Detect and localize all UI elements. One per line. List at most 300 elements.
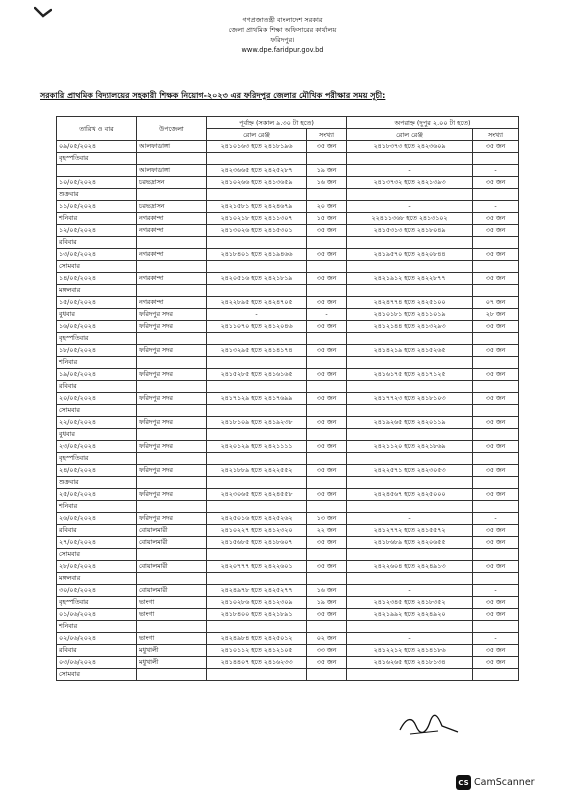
upazila-cell (137, 669, 207, 681)
upazila-cell: ভাংগা (137, 609, 207, 621)
date-cell: ১০/০৫/২০২৪ (57, 177, 137, 189)
afternoon-range-cell (347, 153, 473, 165)
table-row (57, 489, 519, 501)
afternoon-range-cell: ২৪২২৫৭১ হতে ২৪২৩০৫৩ (347, 465, 473, 477)
upazila-cell (137, 621, 207, 633)
morning-count-cell (307, 189, 347, 201)
afternoon-count-cell: ৩৫ জন (473, 561, 519, 573)
morning-range-cell (207, 381, 307, 393)
table-row (57, 513, 519, 525)
afternoon-range-cell (347, 405, 473, 417)
date-cell: বৃহস্পতিবার (57, 333, 137, 345)
table-row (57, 177, 519, 189)
afternoon-count-cell (473, 357, 519, 369)
date-cell: শুক্রবার (57, 477, 137, 489)
afternoon-range-cell: - (347, 201, 473, 213)
afternoon-range-cell (347, 237, 473, 249)
morning-range-cell: ২৪২০১২৯ হতে ২৪২১১১১ (207, 441, 307, 453)
afternoon-range-cell: ২৪২১৯৯২ হতে ২৪২৪৯২০ (347, 609, 473, 621)
schedule-title: সরকারি প্রাথমিক বিদ্যালয়ের সহকারী শিক্ষক নিয়োগ-২০২৩ এর ফরিদপুর জেলার মৌখিক পরীক্ষার সময় সূচী: (40, 91, 386, 100)
afternoon-count-cell: ৩৫ জন (473, 597, 519, 609)
morning-range-cell: ২৪১৮১০৯ হতে ২৪১৯২৩৮ (207, 417, 307, 429)
website-link[interactable]: www.dpe.faridpur.gov.bd (241, 46, 324, 54)
upazila-cell (137, 549, 207, 561)
afternoon-range-cell (347, 285, 473, 297)
morning-range-cell: ২৪২৩০৬৫ হতে ২৪২৪৫৫৮ (207, 489, 307, 501)
upazila-cell: নগরকান্দা (137, 225, 207, 237)
table-row (57, 657, 519, 669)
column-header-afternoon: অপরাহ্ন (দুপুর ২.০০ টা হতে) (347, 117, 519, 129)
afternoon-count-cell (473, 333, 519, 345)
afternoon-count-cell: ৩৫ জন (473, 321, 519, 333)
morning-range-cell: ২৪১১০৭০ হতে ২৪১২০৪৬ (207, 321, 307, 333)
afternoon-count-cell (473, 261, 519, 273)
date-cell: সোমবার (57, 549, 137, 561)
date-cell: ৩০/০৫/২০২৪ (57, 585, 137, 597)
morning-count-cell (307, 237, 347, 249)
upazila-cell (137, 237, 207, 249)
table-row (57, 501, 519, 513)
afternoon-range-cell (347, 549, 473, 561)
morning-count-cell (307, 285, 347, 297)
morning-count-cell: ৩৫ জন (307, 561, 347, 573)
afternoon-count-cell: - (473, 585, 519, 597)
upazila-cell: বোয়ালমারী (137, 561, 207, 573)
morning-count-cell (307, 261, 347, 273)
upazila-cell: ভাংগা (137, 597, 207, 609)
table-row (57, 585, 519, 597)
upazila-cell: নগরকান্দা (137, 297, 207, 309)
morning-count-cell: ২০ জন (307, 201, 347, 213)
morning-count-cell: ৩৫ জন (307, 441, 347, 453)
afternoon-count-cell: ৩৫ জন (473, 441, 519, 453)
table-row (57, 549, 519, 561)
morning-range-cell: ২৪২০৭৭৭ হতে ২৪২২৬০১ (207, 561, 307, 573)
table-row (57, 201, 519, 213)
morning-count-cell: ১৫ জন (307, 213, 347, 225)
afternoon-range-cell: - (347, 585, 473, 597)
table-row (57, 477, 519, 489)
morning-count-cell (307, 477, 347, 489)
afternoon-range-cell: ২৪১০১৮১ হতে ২৪১১০১৯ (347, 309, 473, 321)
afternoon-count-cell: ৩৫ জন (473, 141, 519, 153)
table-row (57, 141, 519, 153)
upazila-cell (137, 357, 207, 369)
date-cell: ২০/০৫/২০২৪ (57, 393, 137, 405)
morning-range-cell (207, 573, 307, 585)
afternoon-count-cell (473, 549, 519, 561)
morning-count-cell: ৩৫ জন (307, 321, 347, 333)
date-cell: বুধবার (57, 309, 137, 321)
morning-range-cell: ২৪১০২৮৬ হতে ২৪১২৩০৯ (207, 597, 307, 609)
morning-range-cell: ২৪২৪৯৭৮ হতে ২৪২৫২৭৭ (207, 585, 307, 597)
table-row (57, 393, 519, 405)
morning-range-cell: ২৪১০২৬৬ হতে ২৪১৩৬৫৯ (207, 177, 307, 189)
afternoon-count-cell (473, 501, 519, 513)
morning-range-cell (207, 405, 307, 417)
morning-count-cell: ৩৫ জন (307, 417, 347, 429)
afternoon-range-cell (347, 189, 473, 201)
afternoon-range-cell: ২৪১২২১২ হতে ২৪১৪১৮৬ (347, 645, 473, 657)
date-cell: বুধবার (57, 429, 137, 441)
upazila-cell (137, 381, 207, 393)
morning-range-cell (207, 357, 307, 369)
date-cell: শনিবার (57, 501, 137, 513)
morning-range-cell (207, 501, 307, 513)
date-cell: ২২/০৫/২০২৪ (57, 417, 137, 429)
table-row (57, 225, 519, 237)
afternoon-range-cell: - (347, 513, 473, 525)
morning-range-cell (207, 549, 307, 561)
morning-range-cell: ২৪১০২১৮ হতে ২৪১১৩০৭ (207, 213, 307, 225)
morning-count-cell (307, 573, 347, 585)
morning-count-cell: ৩৫ জন (307, 273, 347, 285)
morning-count-cell: ১৯ জন (307, 165, 347, 177)
morning-range-cell: ২৪১৩০২৬ হতে ২৪১৫৩০১ (207, 225, 307, 237)
afternoon-count-cell: ৩৫ জন (473, 369, 519, 381)
upazila-cell: ফরিদপুর সদর (137, 309, 207, 321)
morning-count-cell: ৩৩ জন (307, 645, 347, 657)
afternoon-count-cell: ৩৫ জন (473, 177, 519, 189)
date-cell: ০৩/০৬/২০২৪ (57, 657, 137, 669)
morning-range-cell: ২৪১৭১২৯ হতে ২৪১৭৬৯৯ (207, 393, 307, 405)
column-header-morning: পূর্বাহ্ন (সকাল ৯.৩০ টা হতে) (207, 117, 347, 129)
date-cell: ২৫/০৫/২০২৪ (57, 489, 137, 501)
afternoon-count-cell: ৩৫ জন (473, 525, 519, 537)
afternoon-count-cell (473, 189, 519, 201)
date-cell: মঙ্গলবার (57, 285, 137, 297)
table-row (57, 669, 519, 681)
upazila-cell: ফরিদপুর সদর (137, 465, 207, 477)
afternoon-range-cell: ২৪২১৯১২ হতে ২৪২২৮৭৭ (347, 273, 473, 285)
morning-range-cell (207, 621, 307, 633)
afternoon-count-cell (473, 477, 519, 489)
afternoon-range-cell: ২৪২৪৭৭৪ হতে ২৪২৫১০০ (347, 297, 473, 309)
afternoon-range-cell: ২৪১৪২১৯ হতে ২৪১৫২৬৫ (347, 345, 473, 357)
morning-count-cell: ৩৫ জন (307, 297, 347, 309)
table-row (57, 345, 519, 357)
afternoon-range-cell (347, 357, 473, 369)
afternoon-range-cell (347, 381, 473, 393)
upazila-cell: ফরিদপুর সদর (137, 441, 207, 453)
date-cell: ০৯/০৫/২০২৪ (57, 141, 137, 153)
table-row (57, 453, 519, 465)
morning-range-cell (207, 669, 307, 681)
table-row (57, 441, 519, 453)
afternoon-count-cell (473, 573, 519, 585)
upazila-cell: ফরিদপুর সদর (137, 489, 207, 501)
afternoon-range-cell (347, 453, 473, 465)
afternoon-count-cell: ২৮ জন (473, 309, 519, 321)
date-cell: ১৩/০৫/২০২৪ (57, 249, 137, 261)
morning-range-cell (207, 237, 307, 249)
afternoon-count-cell: ৩৫ জন (473, 489, 519, 501)
afternoon-count-cell: ৩৫ জন (473, 249, 519, 261)
morning-range-cell (207, 285, 307, 297)
date-cell: ০১/০৬/২০২৪ (57, 609, 137, 621)
afternoon-count-cell (473, 429, 519, 441)
afternoon-count-cell: ৩৫ জন (473, 417, 519, 429)
afternoon-range-cell: ২৪২৪৫৬৭ হতে ২৪২৫০০০ (347, 489, 473, 501)
camscanner-label: CamScanner (474, 777, 535, 788)
upazila-cell (137, 153, 207, 165)
afternoon-count-cell: - (473, 165, 519, 177)
morning-count-cell: ৩৫ জন (307, 465, 347, 477)
morning-count-cell: ৩৫ জন (307, 249, 347, 261)
upazila-cell: ফরিদপুর সদর (137, 417, 207, 429)
upazila-cell: ফরিদপুর সদর (137, 513, 207, 525)
date-cell: মঙ্গলবার (57, 573, 137, 585)
afternoon-range-cell: ২৪১৬১৭৫ হতে ২৪১৭১২৫ (347, 369, 473, 381)
morning-count-cell (307, 381, 347, 393)
upazila-cell: নগরকান্দা (137, 273, 207, 285)
afternoon-range-cell: ২৪১২১৪৪ হতে ২৪১৩২৯৩ (347, 321, 473, 333)
upazila-cell (137, 405, 207, 417)
morning-count-cell: ৩৫ জন (307, 393, 347, 405)
table-row (57, 381, 519, 393)
afternoon-range-cell: ২৪১৫৩১৩ হতে ২৪১৮০৪৯ (347, 225, 473, 237)
date-cell: ২৩/০৫/২০২৪ (57, 441, 137, 453)
upazila-cell: বোয়ালমারী (137, 537, 207, 549)
morning-count-cell: ১৬ জন (307, 177, 347, 189)
afternoon-count-cell: ৩৫ জন (473, 213, 519, 225)
table-row (57, 321, 519, 333)
afternoon-count-cell: ৩৫ জন (473, 657, 519, 669)
table-row (57, 609, 519, 621)
morning-range-cell (207, 189, 307, 201)
office-header-line: জেলা প্রাথমিক শিক্ষা অফিসারের কার্যালয় (228, 26, 337, 34)
morning-count-cell (307, 453, 347, 465)
table-row (57, 525, 519, 537)
table-row (57, 369, 519, 381)
afternoon-count-cell (473, 153, 519, 165)
morning-range-cell: ২৪১৮৪০০ হতে ২৪২১৮৯১ (207, 609, 307, 621)
table-row (57, 285, 519, 297)
date-cell: সোমবার (57, 669, 137, 681)
afternoon-range-cell: ২৪১৩৭৩২ হতে ২৪২১৩৯৩ (347, 177, 473, 189)
district-header-line: ফরিদপুর। (270, 36, 295, 44)
morning-range-cell: ২৪২৩৬৬৫ হতে ২৪২৫২৮৭ (207, 165, 307, 177)
table-row (57, 213, 519, 225)
gov-header-line: গণপ্রজাতন্ত্রী বাংলাদেশ সরকার (242, 16, 323, 24)
afternoon-range-cell (347, 333, 473, 345)
morning-count-cell (307, 333, 347, 345)
morning-range-cell: ২৪১৫২৮৫ হতে ২৪১৬১৬৫ (207, 369, 307, 381)
morning-count-cell (307, 153, 347, 165)
upazila-cell (137, 333, 207, 345)
table-row (57, 261, 519, 273)
table-row (57, 357, 519, 369)
morning-count-cell (307, 549, 347, 561)
afternoon-range-cell: - (347, 165, 473, 177)
schedule-table (56, 116, 519, 681)
date-cell: শুক্রবার (57, 189, 137, 201)
morning-range-cell: ২৪১৫৬৮৫ হতে ২৪১৮৬০৭ (207, 537, 307, 549)
afternoon-count-cell (473, 381, 519, 393)
column-header-upazila: উপজেলা (137, 117, 207, 141)
table-row (57, 405, 519, 417)
upazila-cell (137, 429, 207, 441)
afternoon-count-cell: ৩৫ জন (473, 345, 519, 357)
upazila-cell: আলফাডাঙ্গা (137, 141, 207, 153)
date-cell: ২৭/০৫/২০২৪ (57, 537, 137, 549)
table-row (57, 165, 519, 177)
morning-count-cell: ৩৫ জন (307, 489, 347, 501)
upazila-cell: ফরিদপুর সদর (137, 369, 207, 381)
morning-range-cell: ২৪১৩২৯৫ হতে ২৪১৪১৭৪ (207, 345, 307, 357)
upazila-cell: ফরিদপুর সদর (137, 393, 207, 405)
date-cell: ১৯/০৫/২০২৪ (57, 369, 137, 381)
date-cell: ১৫/০৫/২০২৪ (57, 297, 137, 309)
upazila-cell: আলফাডাঙ্গা (137, 165, 207, 177)
morning-count-cell (307, 429, 347, 441)
afternoon-count-cell (473, 405, 519, 417)
upazila-cell: চরভদ্রাসন (137, 177, 207, 189)
upazila-cell (137, 573, 207, 585)
afternoon-range-cell: - (347, 633, 473, 645)
afternoon-range-cell (347, 477, 473, 489)
table-row (57, 153, 519, 165)
morning-count-cell: ১৬ জন (307, 585, 347, 597)
column-header-roll-range: রোল রেঞ্জ (347, 129, 473, 141)
morning-range-cell (207, 333, 307, 345)
table-row (57, 297, 519, 309)
morning-count-cell (307, 669, 347, 681)
afternoon-range-cell: ২৪২১১২০ হতে ২৪২১৮৬৯ (347, 441, 473, 453)
morning-range-cell: ২৪১০১৬৩ হতে ২৪১৮১৯৬ (207, 141, 307, 153)
table-row (57, 309, 519, 321)
morning-count-cell: ৩৫ জন (307, 609, 347, 621)
date-cell: ১১/০৫/২০২৪ (57, 201, 137, 213)
afternoon-count-cell: - (473, 201, 519, 213)
morning-range-cell (207, 429, 307, 441)
afternoon-range-cell (347, 573, 473, 585)
afternoon-count-cell: ৩৫ জন (473, 393, 519, 405)
afternoon-range-cell (347, 501, 473, 513)
column-header-count: সংখ্যা (473, 129, 519, 141)
upazila-cell: নগরকান্দা (137, 249, 207, 261)
upazila-cell (137, 453, 207, 465)
camscanner-icon: CS (456, 775, 471, 790)
morning-count-cell: ৩৫ জন (307, 141, 347, 153)
date-cell: শনিবার (57, 621, 137, 633)
afternoon-range-cell: ২৪১৯৫৭০ হতে ২৪২০৮৪৪ (347, 249, 473, 261)
column-header-count: সংখ্যা (307, 129, 347, 141)
date-cell: সোমবার (57, 405, 137, 417)
afternoon-count-cell (473, 669, 519, 681)
table-row (57, 273, 519, 285)
upazila-cell: মধুখালী (137, 645, 207, 657)
morning-range-cell: ২৪২২৮৯৫ হতে ২৪২৪৭০৫ (207, 297, 307, 309)
date-cell: ১২/০৫/২০২৪ (57, 225, 137, 237)
morning-range-cell: ২৪২৫০১৬ হতে ২৪২৫২৬২ (207, 513, 307, 525)
afternoon-count-cell: ০৭ জন (473, 297, 519, 309)
afternoon-range-cell: ২৪১২৭৭২ হতে ২৪১৫৫৭২ (347, 525, 473, 537)
upazila-cell (137, 285, 207, 297)
morning-range-cell: ২৪১৪৪০৭ হতে ২৪১৬২৩৩ (207, 657, 307, 669)
afternoon-range-cell: ২২৪১১৩৬৮ হতে ২৪১৩১০২ (347, 213, 473, 225)
date-cell: রবিবার (57, 381, 137, 393)
column-header-date: তারিখ ও বার (57, 117, 137, 141)
upazila-cell: নগরকান্দা (137, 213, 207, 225)
morning-range-cell: ২৪২১৮৮৯ হতে ২৪২২৫৫২ (207, 465, 307, 477)
date-cell: রবিবার (57, 237, 137, 249)
afternoon-count-cell (473, 621, 519, 633)
date-cell: শনিবার (57, 357, 137, 369)
table-row (57, 417, 519, 429)
morning-count-cell (307, 501, 347, 513)
morning-range-cell (207, 477, 307, 489)
afternoon-count-cell: ৩৫ জন (473, 273, 519, 285)
morning-range-cell: ২৪১৮৪০১ হতে ২৪১৯৪৬৬ (207, 249, 307, 261)
morning-range-cell: ২৪২১৫৮১ হতে ২৪২৪৬৭৯ (207, 201, 307, 213)
morning-range-cell: ২৪১০১১২ হতে ২৪১২১০৫ (207, 645, 307, 657)
afternoon-range-cell (347, 261, 473, 273)
afternoon-range-cell (347, 621, 473, 633)
morning-range-cell: ২৪২৪৯৮৪ হতে ২৪২৫০১২ (207, 633, 307, 645)
date-cell: ০২/০৬/২০২৪ (57, 633, 137, 645)
table-row (57, 465, 519, 477)
afternoon-range-cell: ২৪১৮৩৭৩ হতে ২৪২৩৬০৯ (347, 141, 473, 153)
upazila-cell (137, 501, 207, 513)
afternoon-count-cell: - (473, 633, 519, 645)
date-cell: ২৮/০৫/২০২৪ (57, 561, 137, 573)
table-row (57, 249, 519, 261)
upazila-cell (137, 261, 207, 273)
morning-count-cell: ০২ জন (307, 633, 347, 645)
signature-image (398, 712, 460, 738)
morning-count-cell (307, 621, 347, 633)
table-row (57, 621, 519, 633)
date-cell: শনিবার (57, 213, 137, 225)
table-row (57, 633, 519, 645)
afternoon-count-cell: ৩৫ জন (473, 465, 519, 477)
camscanner-watermark (456, 775, 535, 790)
upazila-cell (137, 477, 207, 489)
afternoon-count-cell (473, 237, 519, 249)
column-header-roll-range: রোল রেঞ্জ (207, 129, 307, 141)
afternoon-count-cell (473, 453, 519, 465)
afternoon-range-cell: ২৪১৯২৬৫ হতে ২৪২০১১৯ (347, 417, 473, 429)
date-cell: ১৮/০৫/২০২৪ (57, 345, 137, 357)
upazila-cell: বোয়ালমারী (137, 585, 207, 597)
table-row (57, 597, 519, 609)
date-cell: রবিবার (57, 645, 137, 657)
date-cell (57, 165, 137, 177)
morning-range-cell (207, 261, 307, 273)
morning-count-cell: ৩৫ জন (307, 225, 347, 237)
upazila-cell: বোয়ালমারী (137, 525, 207, 537)
afternoon-count-cell: ৩৫ জন (473, 225, 519, 237)
afternoon-range-cell: ২৪১২৩৪৫ হতে ২৪১৮৩৫২ (347, 597, 473, 609)
afternoon-count-cell (473, 285, 519, 297)
date-cell: সোমবার (57, 261, 137, 273)
upazila-cell: ফরিদপুর সদর (137, 345, 207, 357)
morning-count-cell: ১৯ জন (307, 597, 347, 609)
morning-range-cell: ২৪১০২২৭ হতে ২৪১২৩২০ (207, 525, 307, 537)
afternoon-count-cell: ৩৫ জন (473, 645, 519, 657)
afternoon-range-cell: ২৪১৬২৬৫ হতে ২৪১৮১৩৪ (347, 657, 473, 669)
date-cell: বৃহস্পতিবার (57, 153, 137, 165)
morning-range-cell: ২৪২০৫১৬ হতে ২৪২১৮১৯ (207, 273, 307, 285)
morning-count-cell: - (307, 309, 347, 321)
date-cell: ১৪/০৫/২০২৪ (57, 273, 137, 285)
table-row (57, 189, 519, 201)
afternoon-range-cell (347, 429, 473, 441)
date-cell: ১৬/০৫/২০২৪ (57, 321, 137, 333)
morning-count-cell: ২২ জন (307, 525, 347, 537)
afternoon-range-cell: ২৪২২৬০৪ হতে ২৪২৪৯১৩ (347, 561, 473, 573)
